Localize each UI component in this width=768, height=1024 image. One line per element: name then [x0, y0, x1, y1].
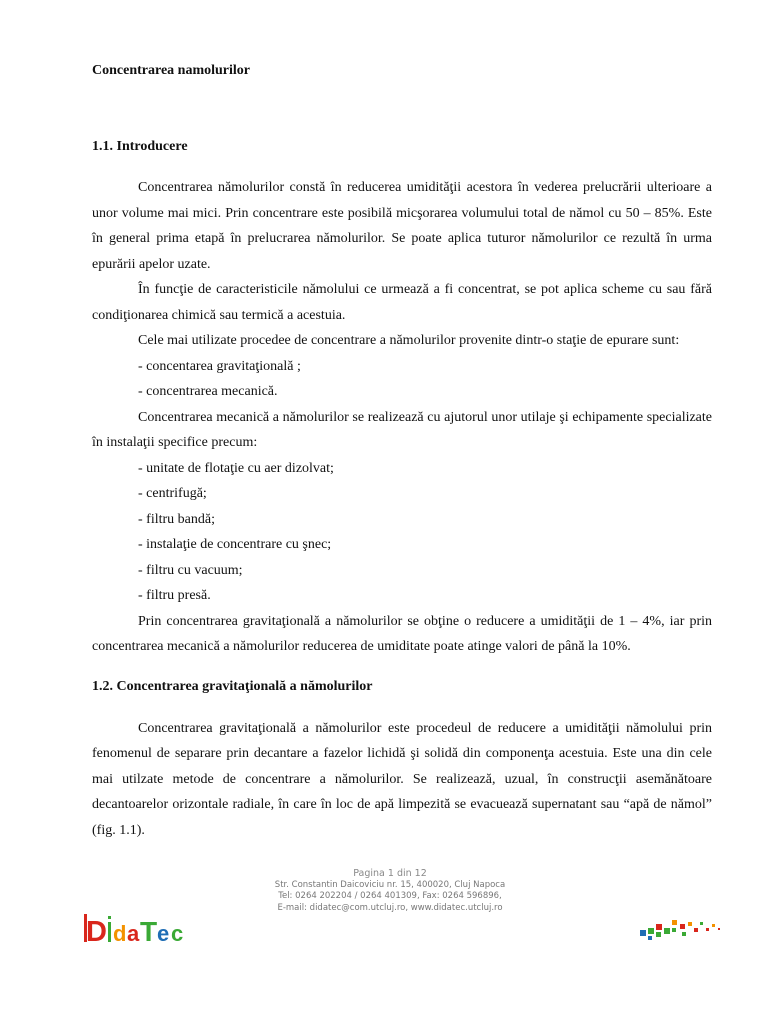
paragraph: Prin concentrarea gravitaţională a nămolurilor se obţine o reducere a umidităţii de 1 – 4%, iar prin concentrarea mecanică a nămolurilor reducerea de umiditate poate atinge valori de până la 10%.	[92, 613, 712, 654]
list-item: - unitate de flotaţie cu aer dizolvat;	[138, 460, 334, 476]
page-number: Pagina 1 din 12	[353, 868, 427, 879]
paragraph: Concentrarea gravitaţională a nămolurilor este procedeul de reducere a umidităţii nămolului prin fenomenul de separare prin decantare a fazelor lichidă şi solidă din componenţa acestuia. Este una din cele mai utilzate metode de concentrare a nămolurilor. Se realizează, uzual, în construcţii asemănătoare decantoarelor orizontale radiale, în care în loc de apă limpezită se evacuează supernatant sau “apă de nămol” (fig. 1.1).	[92, 720, 712, 838]
section-heading-concentrarea-gravitationala: 1.2. Concentrarea gravitaţională a nămolurilor	[92, 678, 373, 694]
document-content	[92, 58, 712, 843]
paragraph: Concentrarea nămolurilor constă în reducerea umidităţii acestora în vederea prelucrării ulterioare a unor volume mai mici. Prin concentrare este posibilă micşorarea volumului total de nămol cu 50 – 85%. Este în general prima etapă în prelucrarea nămolurilor. Se poate aplica tuturor nămolurilor ce rezultă în urma epurării apelor uzate.	[92, 180, 712, 272]
list-item: - concentarea gravitaţională ;	[138, 358, 301, 374]
list-item: - instalaţie de concentrare cu şnec;	[138, 537, 332, 552]
footer-text	[270, 868, 510, 914]
list-item: - centrifugă;	[138, 486, 207, 501]
pixel-squares-logo	[638, 916, 728, 940]
paragraph: Cele mai utilizate procedee de concentrare a nămolurilor provenite dintr-o staţie de epurare sunt:	[138, 333, 680, 348]
document-title: Concentrarea namolurilor	[92, 63, 250, 78]
svg-text:T: T	[140, 916, 158, 946]
footer-email: E-mail: didatec@com.utcluj.ro, www.didatec.utcluj.ro	[277, 902, 503, 913]
list-item: - filtru presă.	[138, 588, 211, 603]
footer-address: Str. Constantin Daicoviciu nr. 15, 400020, Cluj Napoca	[274, 879, 506, 890]
svg-text:e: e	[157, 921, 170, 946]
paragraph: În funcţie de caracteristicile nămolului ce urmează a fi concentrat, se pot aplica scheme cu sau fără condiţionarea chimică sau termică a acestuia.	[92, 282, 712, 323]
page-footer	[0, 868, 768, 948]
paragraph: Concentrarea mecanică a nămolurilor se realizează cu ajutorul unor utilaje şi echipamente specializate în instalaţii specifice precum:	[92, 409, 712, 450]
svg-text:a: a	[127, 921, 140, 946]
list-item: - concentrarea mecanică.	[138, 384, 278, 399]
footer-phone: Tel: 0264 202204 / 0264 401309, Fax: 0264 596896,	[278, 891, 502, 901]
list-item: - filtru bandă;	[138, 511, 215, 527]
svg-text:D: D	[86, 916, 107, 946]
list-item: - filtru cu vacuum;	[138, 562, 243, 578]
section-heading-introducere: 1.1. Introducere	[92, 139, 188, 154]
didatec-logo	[82, 910, 190, 946]
svg-text:d: d	[113, 921, 127, 946]
svg-text:c: c	[171, 921, 184, 946]
